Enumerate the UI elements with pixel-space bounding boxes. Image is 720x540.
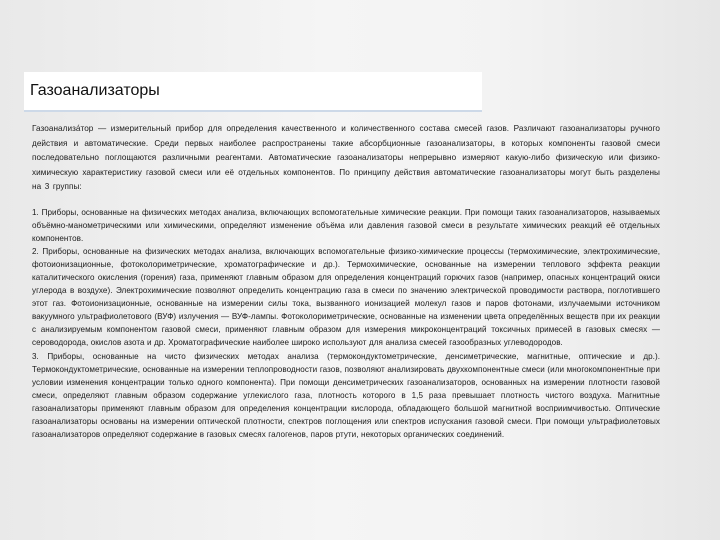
paragraph-intro: Газоанализа́тор — измерительный прибор для определения качественного и количественного состава смесей газов. Различают газоанализаторы ручного действия и автоматические. Среди первых наиболее распространены такие абсорбционные газоанализаторы, в которых компоненты газовой смеси последовательно поглощаются различными реагентами. Автоматические газоанализаторы непрерывно измеряют какую-либо физическую или физико-химическую характеристику газовой смеси или её отдельных компонентов. По принципу действия автоматические газоанализаторы могут быть разделены на 3 группы: xyxy=(32,124,660,191)
slide-title: Газоанализаторы xyxy=(30,82,160,99)
slide-body xyxy=(32,122,660,441)
paragraph-group-3: 3. Приборы, основанные на чисто физических методах анализа (термокондуктометрические, денсиметрические, магнитные, оптические и др.). Термокондуктометрические, основанные на измерении теплопроводности газов, позволяют анализировать двухкомпонентные смеси (или многокомпонентные при условии изменения концентрации только одного компонента). При помощи денсиметрических газоанализаторов, основанных на измерении плотности газовой смеси, определяют главным образом содержание углекислого газа, плотность которого в 1,5 раза превышает плотность чистого воздуха. Магнитные газоанализаторы применяют главным образом для определения концентрации кислорода, обладающего большой магнитной восприимчивостью. Оптические газоанализаторы основаны на измерении оптической плотности, спектров поглощения или спектров испускания газовой смеси. При помощи ультрафиолетовых газоанализаторов определяют содержание в газовых смесях галогенов, паров ртути, некоторых органических соединений. xyxy=(32,351,660,440)
paragraph-group-1: 1. Приборы, основанные на физических методах анализа, включающих вспомогательные химические реакции. При помощи таких газоанализаторов, называемых объёмно-манометрическими или химическими, определяют изменение объёма или давления газовой смеси в результате химических реакций её отдельных компонентов. xyxy=(32,207,660,243)
title-bar xyxy=(24,72,482,112)
paragraph-gap xyxy=(32,195,660,206)
paragraph-group-2: 2. Приборы, основанные на физических методах анализа, включающих вспомогательные физико-химические процессы (термохимические, электрохимические, фотоионизационные, фотоколориметрические, хроматографические и др.). Термохимические, основанные на измерении теплового эффекта реакции каталитического окисления (горения) газа, применяют главным образом для определения концентраций горючих газов (например, опасных концентраций окиси углерода в воздухе). Электрохимические позволяют определить концентрацию газа в смеси по значению электрической проводимости раствора, поглотившего этот газ. Фотоионизационные, основанные на измерении силы тока, вызванного ионизацией молекул газов и паров фотонами, излучаемыми источником вакуумного ультрафиолетового (ВУФ) излучения — ВУФ-лампы. Фотоколориметрические, основанные на изменении цвета определённых веществ при их реакции с анализируемым компонентом газовой смеси, применяют главным образом для измерения микроконцентраций токсичных примесей в газовых смесях — сероводорода, окислов азота и др. Хроматографические наиболее широко используют для анализа смесей газообразных углеводородов. xyxy=(32,246,660,348)
